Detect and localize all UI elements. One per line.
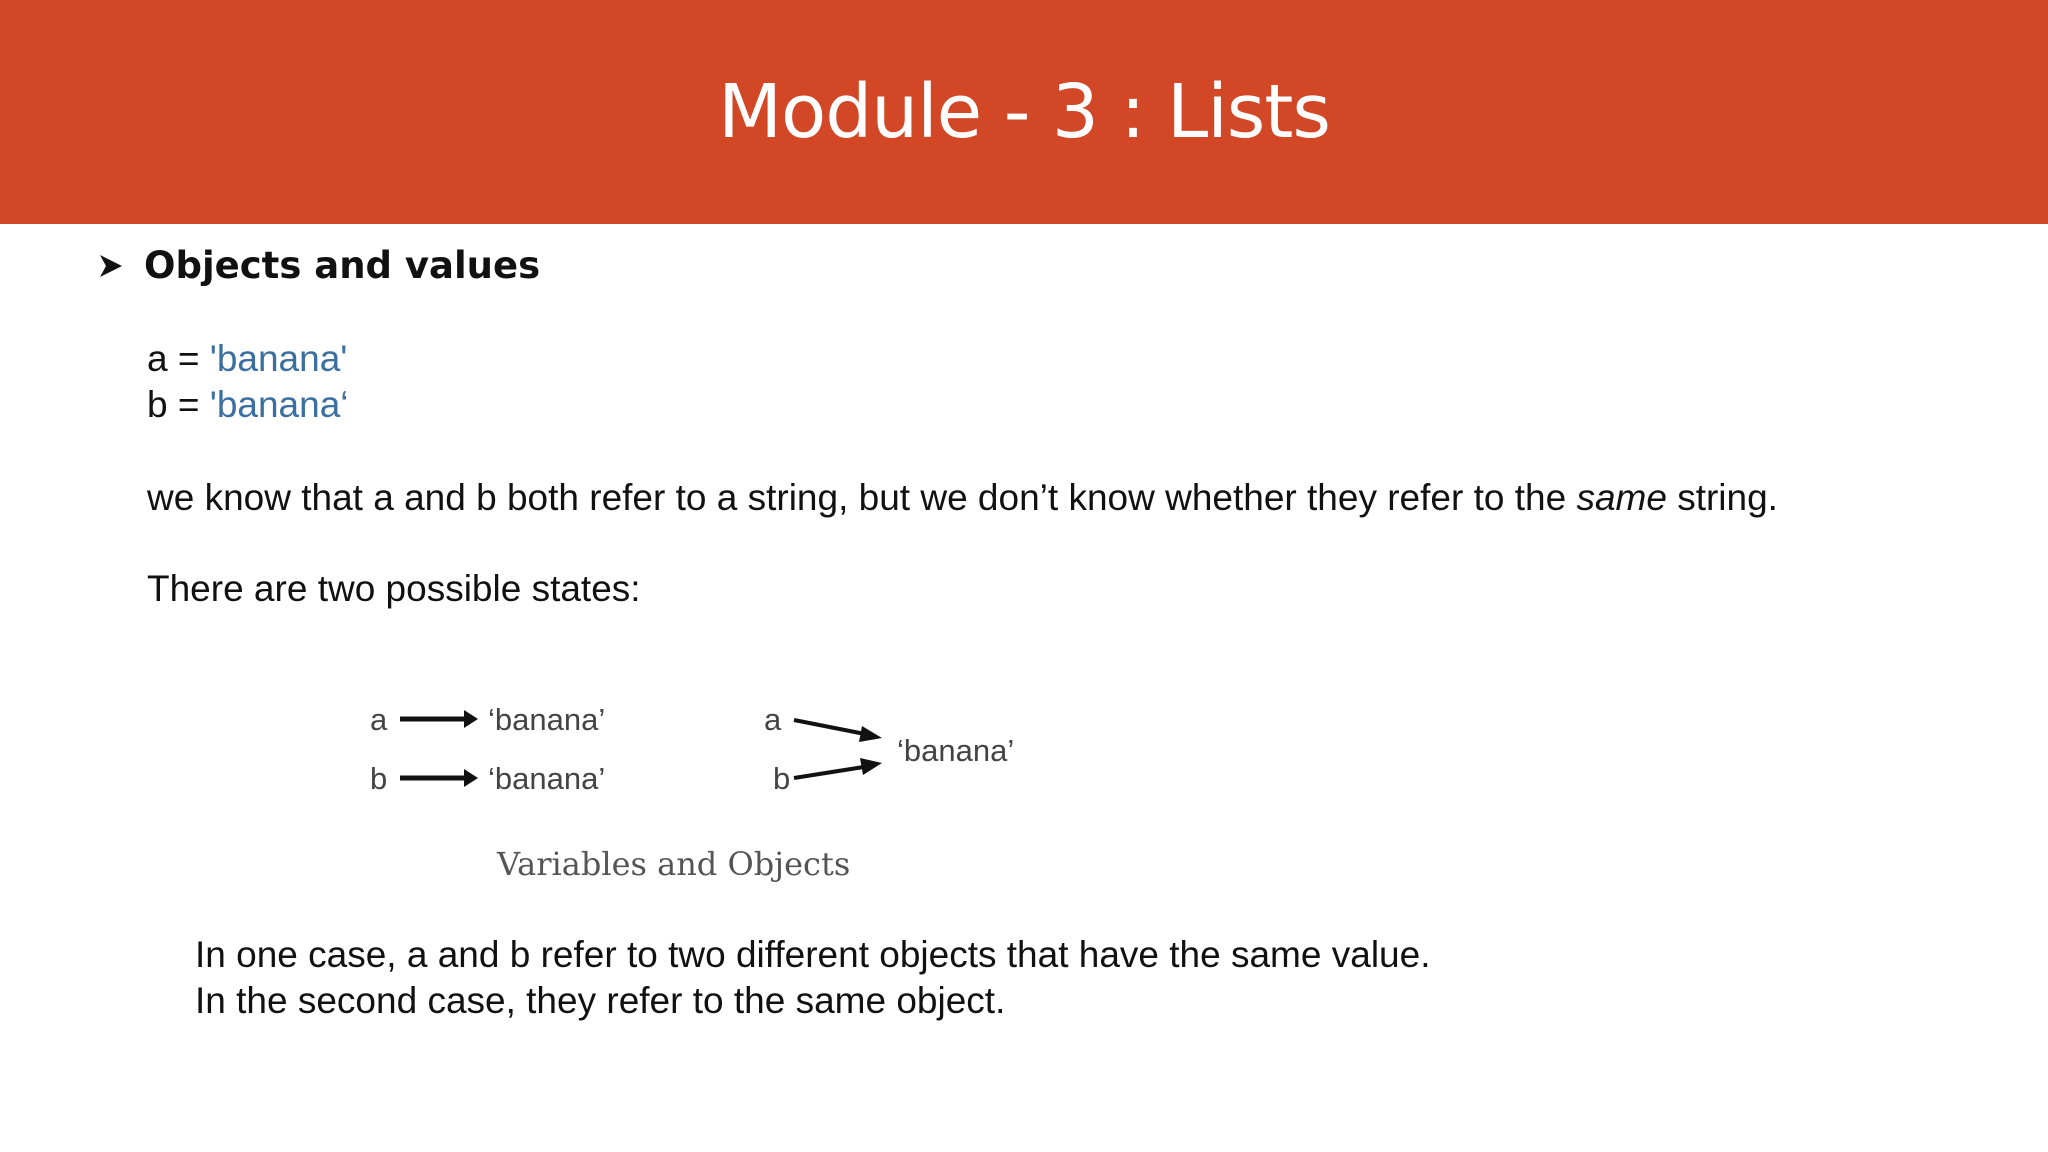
arrowhead-bullet-icon xyxy=(98,253,124,279)
code-line-b-value: 'banana‘ xyxy=(209,384,349,425)
paragraph-same-string xyxy=(147,475,1778,521)
diagram-right-arrowhead-a xyxy=(859,726,882,742)
diagram-left-obj-b: ‘banana’ xyxy=(488,761,606,796)
code-line-a-value: 'banana' xyxy=(209,338,348,379)
diagram-caption: Variables and Objects xyxy=(497,845,851,883)
paragraph-part-2: string. xyxy=(1666,477,1778,518)
diagram-right-obj: ‘banana’ xyxy=(897,733,1015,768)
paragraph-two-states: There are two possible states: xyxy=(147,568,641,609)
variables-objects-diagram xyxy=(360,690,1060,890)
diagram-left-var-b: b xyxy=(370,761,388,796)
diagram-right-arrow-a xyxy=(794,720,870,735)
diagram-right-var-b: b xyxy=(773,761,791,796)
diagram-left-arrowhead-b xyxy=(464,769,478,787)
diagram-left-var-a: a xyxy=(370,702,388,737)
diagram-right-var-a: a xyxy=(764,702,782,737)
conclusion-line-2: In the second case, they refer to the same object. xyxy=(195,980,1006,1021)
code-line-b-prefix: b = xyxy=(147,384,210,425)
slide-title: Module - 3 : Lists xyxy=(718,69,1330,155)
code-line-a-prefix: a = xyxy=(147,338,210,379)
paragraph-emphasis: same xyxy=(1576,477,1667,518)
diagram-left-arrowhead-a xyxy=(464,710,478,728)
code-line-b xyxy=(147,382,349,428)
conclusion-line-1: In one case, a and b refer to two different objects that have the same value. xyxy=(195,934,1431,975)
section-heading: Objects and values xyxy=(144,244,541,287)
title-bar xyxy=(0,0,2048,224)
paragraph-part-1: we know that a and b both refer to a string, but we don’t know whether they refer to the xyxy=(147,477,1577,518)
code-line-a xyxy=(147,336,347,382)
diagram-left-obj-a: ‘banana’ xyxy=(488,702,606,737)
diagram-right-arrowhead-b xyxy=(860,758,882,775)
section-bullet xyxy=(98,244,540,287)
diagram-right-arrow-b xyxy=(794,766,870,778)
